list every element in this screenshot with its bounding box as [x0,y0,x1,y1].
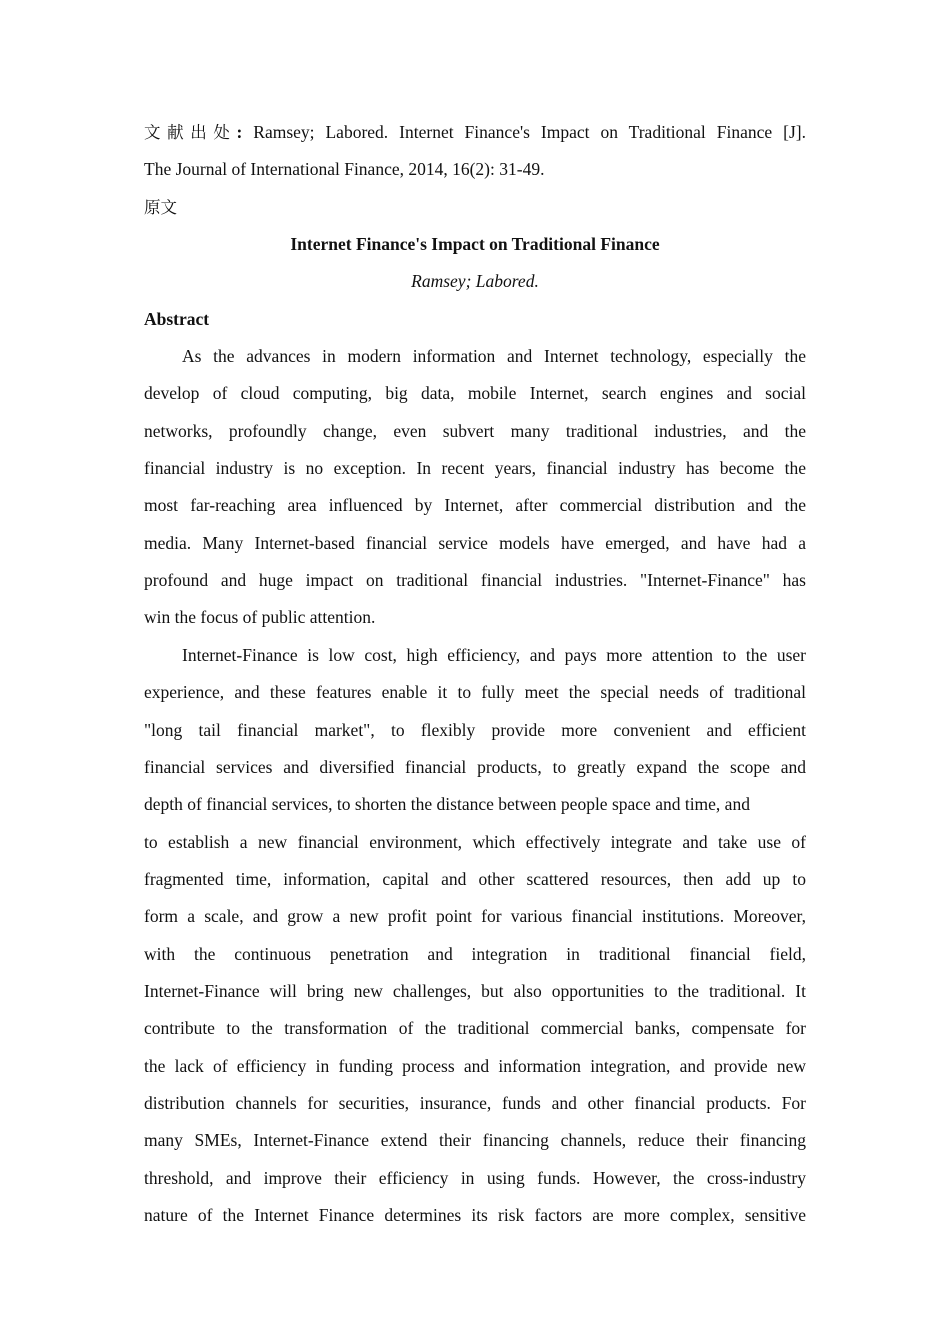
citation-colon: : [236,122,243,142]
paragraph-line: Internet-Finance is low cost, high efficiency, and pays more attention to the user [182,644,806,665]
citation-text-1: Ramsey; Labored. Internet Finance's Impact on Traditional Finance [J]. [242,122,806,142]
abstract-heading: Abstract [144,308,210,329]
paragraph-line: form a scale, and grow a new profit point for various financial institutions. Moreover, [144,906,806,927]
paragraph-line: win the focus of public attention. [144,607,376,628]
paragraph-line: financial services and diversified financial products, to greatly expand the scope and [144,756,806,777]
paragraph-line: depth of financial services, to shorten the distance between people space and time, and [144,794,750,815]
paragraph-line: experience, and these features enable it to fully meet the special needs of traditional [144,682,806,703]
paragraph-line: fragmented time, information, capital and other scattered resources, then add up to [144,868,806,889]
citation-label: 文献出处 [144,123,237,142]
paragraph-line: profound and huge impact on traditional financial industries. "Internet-Finance" has [144,570,806,591]
citation-line-2: The Journal of International Finance, 2014, 16(2): 31-49. [144,159,545,180]
original-label: 原文 [144,197,177,217]
paragraph-line: As the advances in modern information and Internet technology, especially the [182,346,806,367]
paragraph-line: most far-reaching area influenced by Internet, after commercial distribution and the [144,495,806,516]
abstract-paragraph-1 [144,338,806,637]
citation-line-1 [144,114,806,151]
paragraph-line: distribution channels for securities, insurance, funds and other financial products. For [144,1092,806,1113]
paragraph-line: many SMEs, Internet-Finance extend their financing channels, reduce their financing [144,1130,806,1151]
paragraph-line: with the continuous penetration and integration in traditional financial field, [144,943,806,964]
paragraph-line: "long tail financial market", to flexibly provide more convenient and efficient [144,719,806,740]
paragraph-line: nature of the Internet Finance determines its risk factors are more complex, sensitive [144,1204,806,1225]
paragraph-line: contribute to the transformation of the traditional commercial banks, compensate for [144,1018,806,1039]
paper-title: Internet Finance's Impact on Traditional Finance [290,234,660,255]
abstract-paragraph-2 [144,637,806,1235]
paragraph-line: media. Many Internet-based financial service models have emerged, and have had a [144,532,806,553]
paragraph-line: the lack of efficiency in funding process and information integration, and provide new [144,1055,806,1076]
paragraph-line: to establish a new financial environment, which effectively integrate and take use of [144,831,806,852]
paper-authors: Ramsey; Labored. [411,271,539,292]
paragraph-line: develop of cloud computing, big data, mobile Internet, search engines and social [144,383,806,404]
paragraph-line: Internet-Finance will bring new challenges, but also opportunities to the traditional. It [144,980,806,1001]
document-page [144,114,806,1234]
paragraph-line: threshold, and improve their efficiency in using funds. However, the cross-industry [144,1167,806,1188]
paragraph-line: financial industry is no exception. In recent years, financial industry has become the [144,458,806,479]
paragraph-line: networks, profoundly change, even subvert many traditional industries, and the [144,420,806,441]
